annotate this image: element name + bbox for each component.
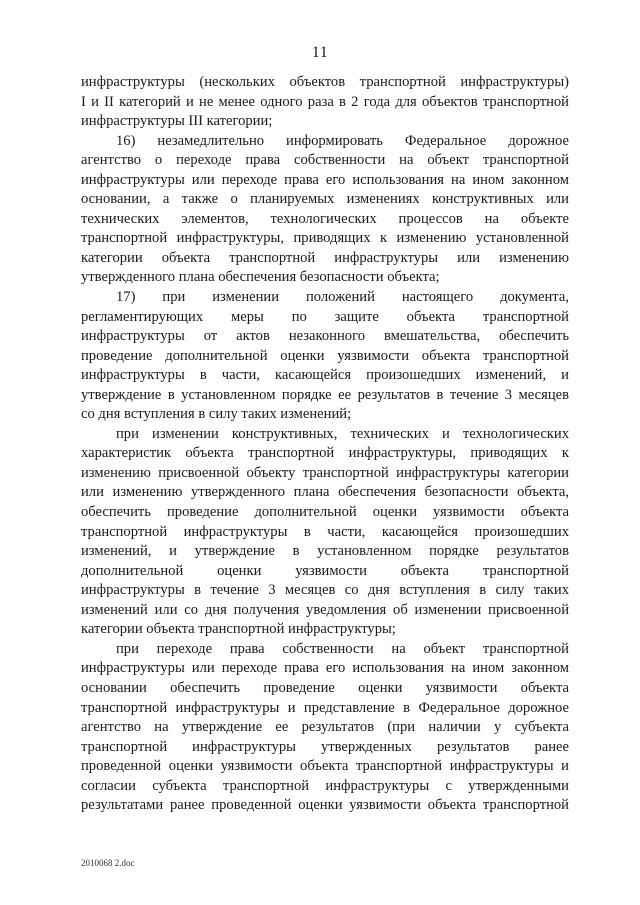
text-line: агентство на утверждение ее результатов (при наличии у субъекта <box>81 719 569 736</box>
text-line: проведение дополнительной оценки уязвимости объекта транспортной <box>81 347 569 364</box>
text-line: инфраструктуры или переходе права его использования на ином законном <box>81 660 569 677</box>
text-line: дополнительной оценки уязвимости объекта транспортной <box>81 562 569 579</box>
text-line: характеристик объекта транспортной инфраструктуры, приводящих к <box>81 445 569 462</box>
text-line: изменений или со дня получения уведомления об изменении присвоенной <box>81 601 569 618</box>
paragraph <box>81 640 569 816</box>
text-line: инфраструктуры III категории; <box>81 113 273 130</box>
text-line: регламентирующих меры по защите объекта транспортной <box>81 308 569 325</box>
text-line: транспортной инфраструктуры утвержденных результатов ранее <box>81 738 569 755</box>
text-line: технических элементов, технологических процессов на объекте <box>81 210 569 227</box>
page-number: 11 <box>311 44 329 61</box>
text-line: при переходе права собственности на объект транспортной <box>116 640 569 657</box>
text-line: транспортной инфраструктуры в части, касающейся произошедших <box>81 523 569 540</box>
text-line: основании, а также о планируемых изменениях конструктивных или <box>81 191 569 208</box>
footer-filename: 2010068 2.doc <box>81 858 135 868</box>
text-line: обеспечить проведение дополнительной оценки уязвимости объекта <box>81 504 569 521</box>
text-line: транспортной инфраструктуры, приводящих к изменению установленной <box>81 230 569 247</box>
text-line: категории объекта транспортной инфраструктуры; <box>81 621 396 638</box>
paragraph <box>81 425 569 640</box>
text-line: I и II категорий и не менее одного раза в 2 года для объектов транспортной <box>81 93 569 110</box>
text-line: проведенной оценки уязвимости объекта транспортной инфраструктуры и <box>81 758 569 775</box>
paragraph-item-17 <box>81 288 569 425</box>
text-line: основании обеспечить проведение оценки уязвимости объекта <box>81 679 569 696</box>
document-body <box>81 73 569 816</box>
text-line: инфраструктуры (нескольких объектов транспортной инфраструктуры) <box>81 74 569 90</box>
text-line: агентство о переходе права собственности на объект транспортной <box>81 152 569 169</box>
text-line: при изменении конструктивных, технических и технологических <box>116 425 569 442</box>
text-line: инфраструктуры в части, касающейся произошедших изменений, и <box>81 367 569 384</box>
paragraph-item-16 <box>81 132 569 288</box>
text-line: категории объекта транспортной инфраструктуры или изменению <box>81 249 569 266</box>
text-line: изменений, и утверждение в установленном порядке результатов <box>81 543 569 560</box>
paragraph <box>81 73 569 132</box>
text-line: изменению присвоенной объекту транспортной инфраструктуры категории <box>81 464 569 481</box>
text-line: 17) при изменении положений настоящего документа, <box>116 289 569 306</box>
text-line: инфраструктуры или переходе права его использования на ином законном <box>81 171 569 188</box>
text-line: 16) незамедлительно информировать Федеральное дорожное <box>116 132 569 149</box>
text-line: транспортной инфраструктуры и представление в Федеральное дорожное <box>81 699 569 716</box>
text-line: или изменению утвержденного плана обеспечения безопасности объекта, <box>81 484 569 501</box>
text-line: результатами ранее проведенной оценки уязвимости объекта транспортной <box>81 797 569 814</box>
text-line: со дня вступления в силу таких изменений; <box>81 406 352 423</box>
text-line: согласии субъекта транспортной инфраструктуры с утвержденными <box>81 777 569 794</box>
text-line: инфраструктуры от актов незаконного вмешательства, обеспечить <box>81 328 569 345</box>
text-line: утверждение в установленном порядке ее результатов в течение 3 месяцев <box>81 386 569 403</box>
text-line: инфраструктуры в течение 3 месяцев со дня вступления в силу таких <box>81 582 569 599</box>
text-line: утвержденного плана обеспечения безопасности объекта; <box>81 269 440 286</box>
